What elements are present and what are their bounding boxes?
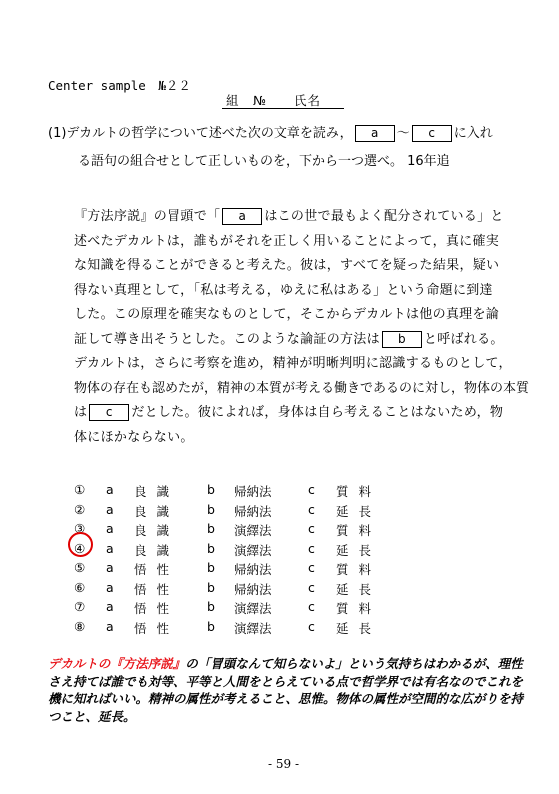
question-line-1 — [48, 122, 493, 142]
page-number: - 59 - — [268, 757, 300, 771]
passage-line: 物体の存在も認めたが，精神の本質が考える働きであるのに対し，物体の本質 — [74, 380, 530, 396]
passage-line: 『方法序説』の冒頭で「 a はこの世で最もよく配分されている」と — [74, 209, 504, 224]
question-text-end: に入れ — [453, 126, 493, 141]
sample-label: Center sample №２２ — [48, 78, 191, 93]
commentary — [48, 655, 528, 725]
passage-line: な知識を得ることができると考えた。彼は，すべてを疑った結果，疑い — [74, 258, 500, 273]
commentary-highlight: デカルトの『方法序説』 — [48, 656, 186, 671]
passage-line: デカルトは，さらに考察を進め，精神が明晰判明に認識するものとして， — [74, 356, 512, 371]
option-number: ⑤ — [74, 560, 86, 575]
passage-line: 得ない真理として，「私は考える，ゆえに私はある」という命題に到達 — [74, 282, 493, 298]
blank-box-c: c — [89, 404, 129, 421]
tilde: ～ — [396, 126, 410, 141]
passage-line: 証して導き出そうとした。このような論証の方法は b と呼ばれる。 — [74, 331, 504, 347]
commentary-text: の「冒頭なんて知らないよ」という気持ちはわかるが、理性さえ持てば誰でも対等、平等と人間をとらえている点で哲学界では有名なのでこれを機に知ればいい。精神の属性が考えること、思惟。物体の属性が空間的な広がりを持つこと、延長。 — [48, 656, 524, 724]
option-number: ② — [74, 501, 86, 517]
name-line: 組 № 氏名 — [226, 93, 322, 108]
blank-box-b: b — [382, 331, 422, 348]
passage-line: 述べたデカルトは，誰もがそれを正しく用いることによって，真に確実 — [74, 233, 500, 249]
option-number: ⑥ — [74, 579, 86, 595]
option-number: ⑧ — [74, 618, 86, 634]
blank-box-a: a — [222, 208, 262, 225]
name-underline — [222, 108, 344, 109]
passage-line: 体にほかならない。 — [74, 429, 194, 445]
blank-box-a: a — [355, 125, 395, 142]
blank-box-c: c — [412, 125, 452, 142]
option-number: ④ — [74, 540, 86, 556]
option-number: ③ — [74, 521, 86, 536]
question-text: (1)デカルトの哲学について述べた次の文章を読み， — [48, 126, 353, 141]
passage — [74, 205, 530, 450]
question-line-2: る語句の組合せとして正しいものを，下から一つ選べ。 16年追 — [78, 154, 450, 169]
passage-line: した。この原理を確実なものとして，そこからデカルトは他の真理を論 — [74, 307, 500, 322]
passage-line: は c だとした。彼によれば，身体は自ら考えることはないため，物 — [74, 405, 504, 420]
option-number: ① — [74, 482, 86, 497]
option-number: ⑦ — [74, 599, 86, 614]
answer-circle-marker — [68, 532, 93, 557]
